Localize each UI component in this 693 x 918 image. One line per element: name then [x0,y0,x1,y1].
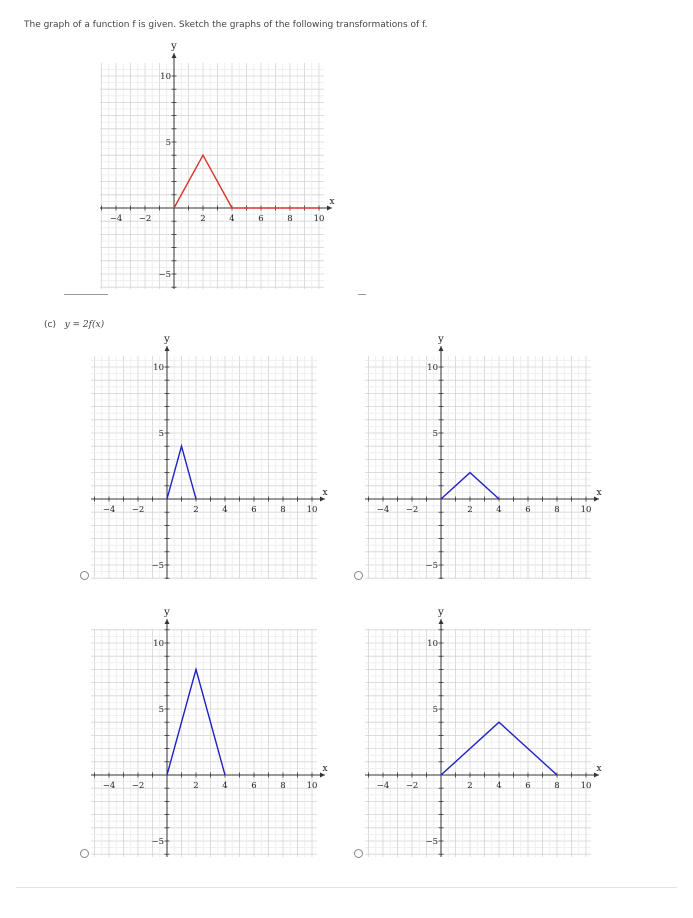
x-axis-label: x [596,764,602,774]
grid [365,356,591,579]
y-axis-label: y [164,336,170,345]
y-tick-label: 5 [165,138,171,148]
part-c-label: (c) [44,320,56,330]
x-tick-label: 2 [193,505,199,515]
x-tick-label: 8 [280,505,286,515]
y-axis-arrow [165,346,170,351]
y-tick-label: −5 [158,270,171,280]
x-tick-label: −2 [405,781,419,791]
x-tick-label: 6 [258,214,264,224]
y-tick-label: −5 [425,837,438,847]
option-4-radio[interactable] [354,849,363,858]
x-axis-label: x [329,197,335,207]
x-tick-label: 6 [251,781,257,791]
y-tick-label: 10 [427,363,438,373]
x-axis-label: x [322,764,328,774]
x-tick-label: 6 [525,781,531,791]
x-axis-label: x [322,488,328,498]
x-tick-label: 2 [467,781,473,791]
y-tick-label: 5 [432,705,438,715]
x-tick-label: 2 [200,214,206,224]
x-tick-label: 4 [222,781,228,791]
x-tick-label: 6 [251,505,257,515]
x-tick-label: −2 [131,505,145,515]
y-tick-label: 10 [427,639,438,649]
x-tick-label: −2 [405,505,419,515]
y-tick-label: 10 [160,72,171,82]
grid [100,63,324,289]
x-tick-label: 10 [580,505,592,515]
x-axis-label: x [596,488,602,498]
x-tick-label: −4 [102,505,116,515]
option-2-radio[interactable] [354,571,363,580]
grid [91,356,317,579]
x-tick-label: 8 [280,781,286,791]
x-tick-label: −2 [138,214,152,224]
given-function-graph [92,43,342,291]
y-axis-arrow [172,53,177,58]
x-tick-label: −4 [376,505,390,515]
y-axis-arrow [165,619,170,624]
bottom-divider [16,887,677,888]
x-tick-label: 8 [554,781,560,791]
x-tick-label: 8 [554,505,560,515]
clipped-text-line [64,294,108,295]
x-tick-label: −4 [376,781,390,791]
option-1-graph [88,336,338,581]
x-tick-label: 8 [287,214,293,224]
x-tick-label: 4 [496,505,502,515]
y-tick-label: −5 [151,837,164,847]
grid [91,629,317,857]
option-4-graph [362,609,612,861]
y-axis-label: y [171,43,177,52]
y-axis-label: y [164,609,170,618]
y-tick-label: 5 [158,429,164,439]
clipped-text-line [358,294,366,295]
y-tick-label: −5 [151,561,164,571]
x-tick-label: 4 [222,505,228,515]
y-axis-arrow [439,619,444,624]
x-tick-label: −4 [109,214,123,224]
option-2-graph [362,336,612,581]
x-tick-label: 10 [580,781,592,791]
part-c-equation: y = 2f(x) [64,320,105,330]
y-tick-label: 10 [153,363,164,373]
y-tick-label: 10 [153,639,164,649]
x-tick-label: 2 [467,505,473,515]
y-tick-label: 5 [432,429,438,439]
y-tick-label: −5 [425,561,438,571]
grid [365,629,591,857]
x-tick-label: 10 [306,781,318,791]
x-tick-label: −4 [102,781,116,791]
x-tick-label: 2 [193,781,199,791]
x-tick-label: 10 [313,214,325,224]
y-tick-label: 5 [158,705,164,715]
part-c-heading [44,320,104,330]
question-prompt: The graph of a function f is given. Sketch the graphs of the following transformations of f. [24,20,428,30]
y-axis-label: y [438,609,444,618]
x-tick-label: 10 [306,505,318,515]
option-3-graph [88,609,338,861]
x-tick-label: 4 [496,781,502,791]
option-1-radio[interactable] [80,571,89,580]
x-tick-label: −2 [131,781,145,791]
option-3-radio[interactable] [80,849,89,858]
x-tick-label: 4 [229,214,235,224]
y-axis-arrow [439,346,444,351]
y-axis-label: y [438,336,444,345]
x-tick-label: 6 [525,505,531,515]
